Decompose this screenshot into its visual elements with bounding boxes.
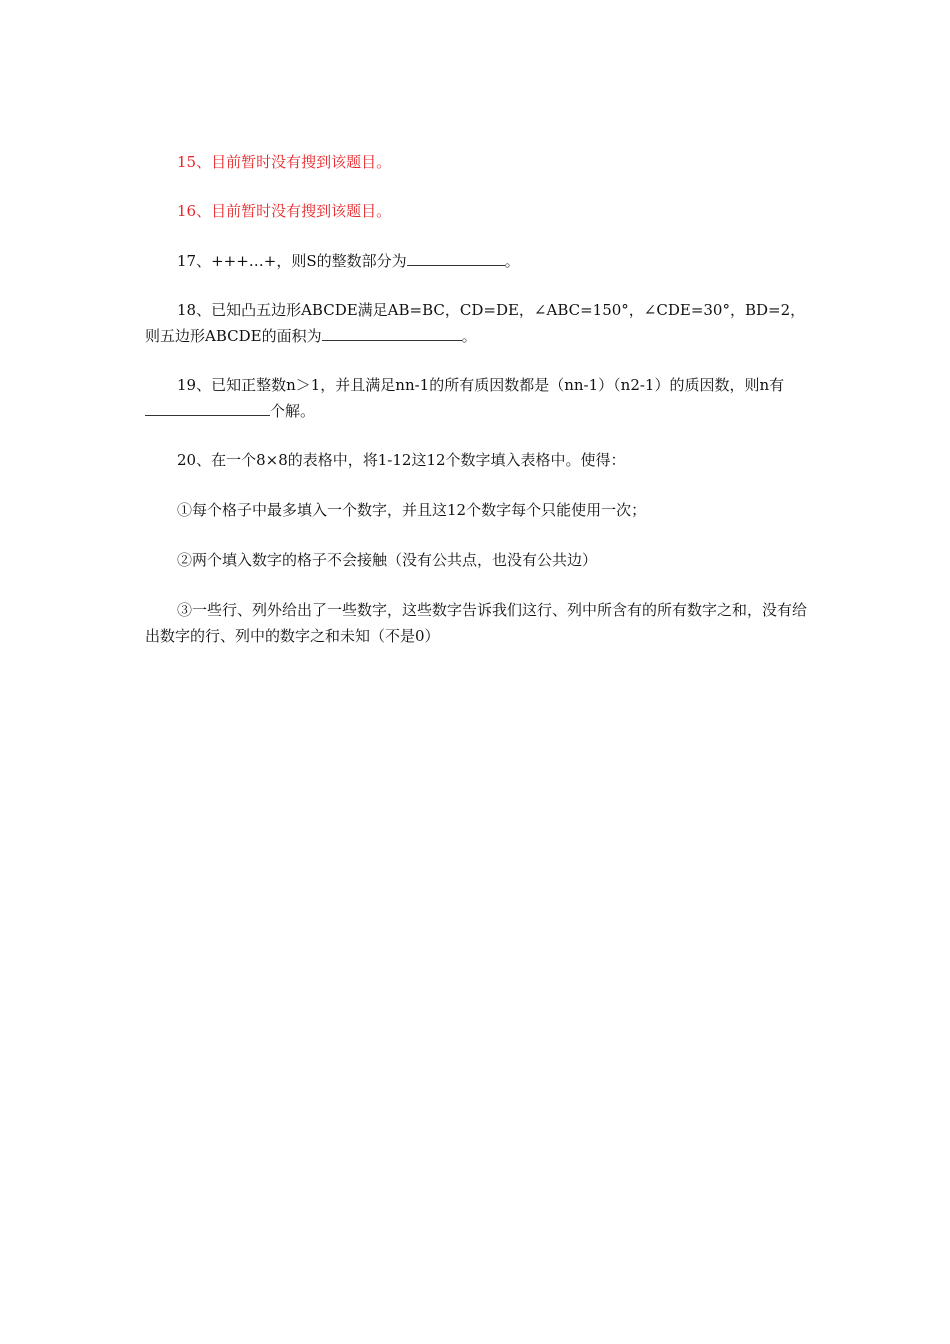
question-18-end: 。: [461, 327, 477, 345]
question-16-text: 16、目前暂时没有搜到该题目。: [177, 202, 392, 220]
question-20-rule-3: [145, 597, 810, 649]
question-17-end: 。: [504, 252, 520, 270]
question-17: [145, 248, 810, 274]
question-19-text: 19、已知正整数n＞1，并且满足nn-1的所有质因数都是（nn-1）（n2-1）的质因数，则n有: [177, 376, 785, 394]
question-19-end: 个解。: [270, 402, 316, 420]
question-20-rule-2: [145, 547, 810, 573]
question-20-rule-1-text: ①每个格子中最多填入一个数字，并且这12个数字每个只能使用一次；: [177, 501, 647, 519]
answer-blank-17: [407, 251, 505, 266]
question-20-intro: [145, 447, 810, 473]
question-15: [145, 149, 810, 175]
answer-blank-18: [322, 326, 462, 341]
question-20-intro-text: 20、在一个8×8的表格中，将1-12这12个数字填入表格中。使得：: [177, 451, 626, 469]
question-19: [145, 372, 810, 424]
question-20-rule-2-text: ②两个填入数字的格子不会接触（没有公共点，也没有公共边）: [177, 551, 598, 569]
question-20-rule-3-text: ③一些行、列外给出了一些数字，这些数字告诉我们这行、列中所含有的所有数字之和，没有给出数字的行、列中的数字之和未知（不是0）: [145, 601, 808, 645]
answer-blank-19: [145, 401, 270, 416]
question-20-rule-1: [145, 497, 810, 523]
question-18: [145, 297, 810, 349]
question-17-text: 17、+++…+，则S的整数部分为: [177, 252, 407, 270]
question-18-text: 18、已知凸五边形ABCDE满足AB=BC，CD=DE，∠ABC=150°，∠CDE=30°，BD=2，则五边形ABCDE的面积为: [145, 301, 806, 345]
question-16: [145, 198, 810, 224]
question-15-text: 15、目前暂时没有搜到该题目。: [177, 153, 392, 171]
